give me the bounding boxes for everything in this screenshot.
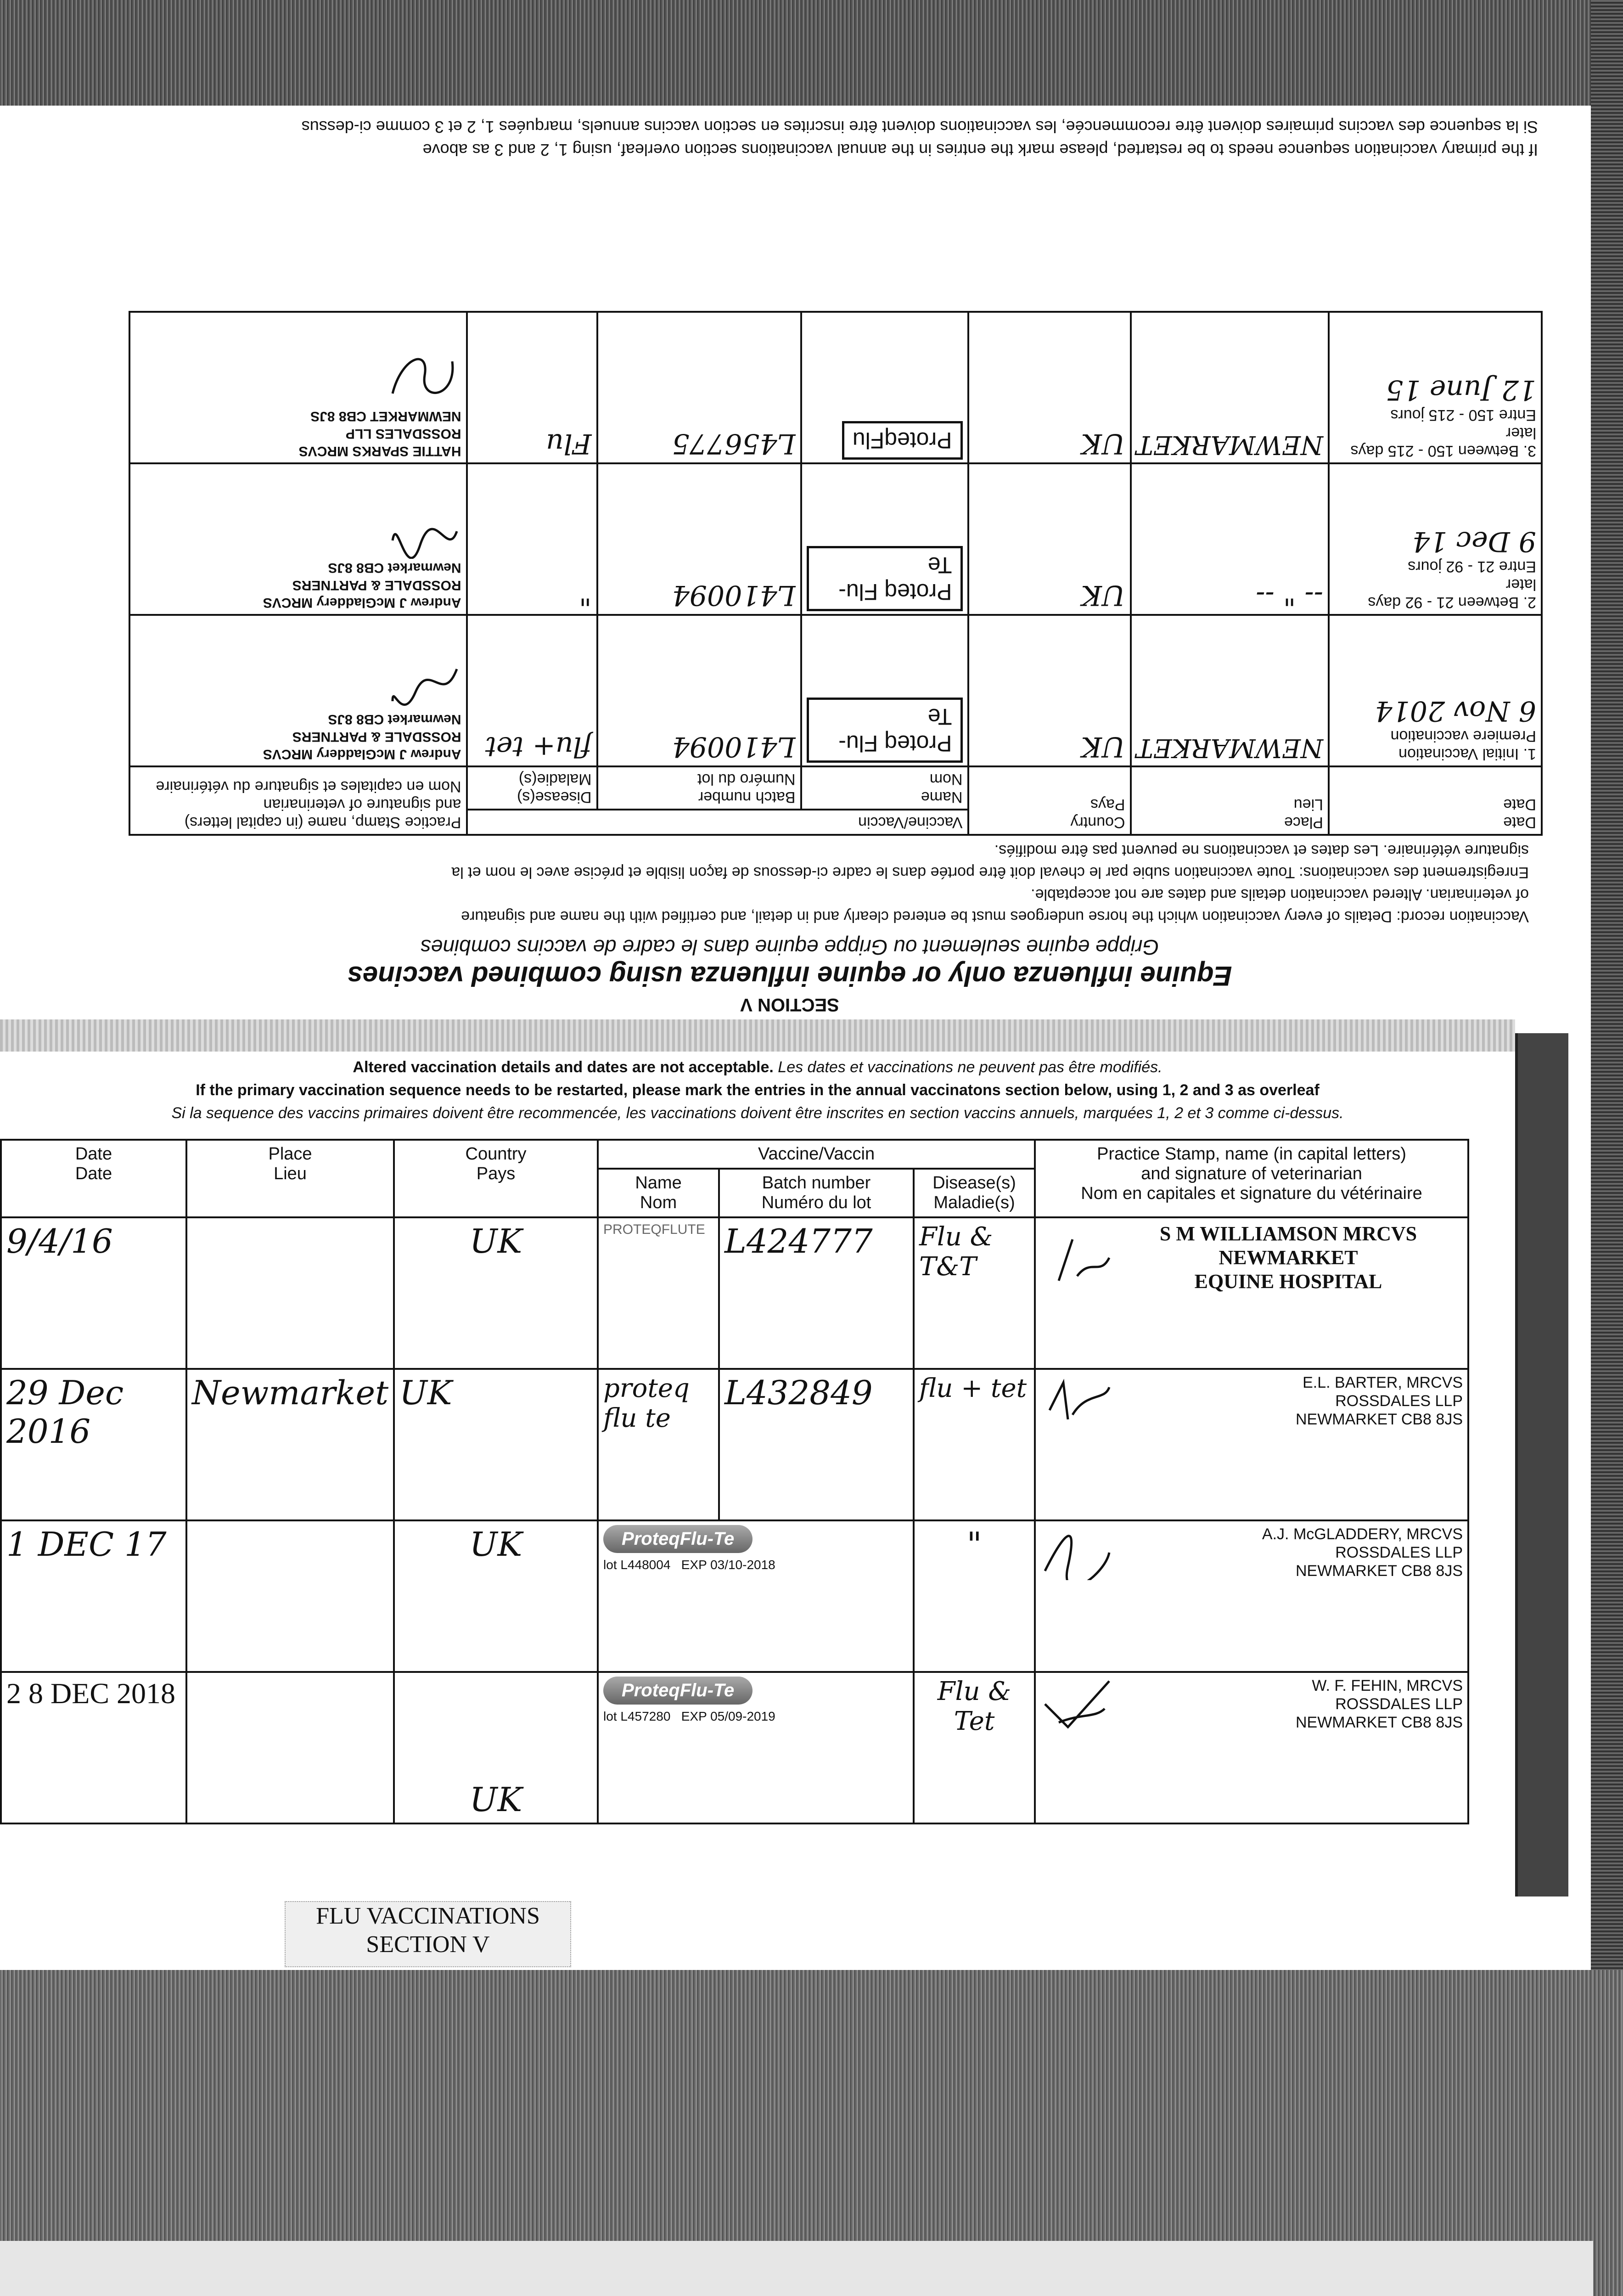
lower-row-2 bbox=[1, 1369, 1468, 1520]
lower-col-vaccine: Vaccine/Vaccin bbox=[598, 1140, 1035, 1169]
upper-row-2-disease: " bbox=[467, 463, 597, 615]
upper-col-vaccine: Vaccine/Vaccin bbox=[467, 810, 968, 835]
binder-strip bbox=[1515, 1033, 1568, 1896]
lower-vaccination-table bbox=[0, 1139, 1469, 1824]
lower-row-3-date: 1 DEC 17 bbox=[1, 1520, 186, 1672]
lower-restart-fr: Si la sequence des vaccins primaires doivent être recommencée, les vaccinations doivent être inscrites en section vaccins annuels, marquées 1, 2 et 3 comme ci-dessus. bbox=[171, 1104, 1344, 1122]
upper-page-rotated bbox=[9, 106, 1570, 1024]
upper-row-1-batch: L410094 bbox=[597, 615, 801, 766]
lower-row-3-name: ProteqFlu-Te bbox=[603, 1525, 753, 1553]
upper-row-1-country: UK bbox=[968, 615, 1131, 766]
lower-row-2-country: UK bbox=[394, 1369, 598, 1520]
lower-col-practice: Practice Stamp, name (in capital letters) and signature of veterinarian Nom en capitales et signature du vétérinaire bbox=[1035, 1140, 1468, 1217]
lower-row-3-signature bbox=[1040, 1525, 1114, 1580]
upper-row-3-name: ProteqFlu bbox=[801, 312, 968, 463]
lower-row-3-lot: lot L448004 EXP 03/10-2018 bbox=[603, 1558, 775, 1572]
lower-row-4-country: UK bbox=[394, 1672, 598, 1823]
lower-row-2-batch: L432849 bbox=[719, 1369, 914, 1520]
section-label: FLU VACCINATIONS SECTION V bbox=[285, 1901, 571, 1967]
lower-header-row bbox=[1, 1140, 1468, 1169]
upper-row-2-batch: L410094 bbox=[597, 463, 801, 615]
upper-row-2-signature bbox=[388, 504, 461, 559]
upper-record-en-1: Vaccination record: Details of every vaccination which the horse undergoes must be entered clearly and in detail, and certified with the name and signature bbox=[461, 908, 1529, 925]
upper-col-country: Country Pays bbox=[968, 766, 1131, 835]
lower-row-4-lot: lot L457280 EXP 05/09-2019 bbox=[603, 1709, 775, 1723]
lower-row-4-vaccine-label bbox=[598, 1672, 914, 1823]
lower-row-3-country: UK bbox=[394, 1520, 598, 1672]
lower-row-3-disease: " bbox=[914, 1520, 1035, 1672]
lower-row-2-signature bbox=[1040, 1373, 1114, 1429]
lower-row-2-place: Newmarket bbox=[186, 1369, 394, 1520]
lower-row-4-disease: Flu & Tet bbox=[914, 1672, 1035, 1823]
upper-row-1-stamp: Andrew J McGladdery MRCVS ROSSDALE & PARTNERS Newmarket CB8 8JS bbox=[129, 615, 467, 766]
upper-col-disease: Disease(s) Maladie(s) bbox=[467, 766, 597, 810]
scan-bottom-edge bbox=[0, 2241, 1593, 2296]
upper-record-fr-1: Enregistrement des vaccinations: Toute vaccination subie par le cheval doit être portée dans le cadre ci-dessous de façon lisible et précise avec le nom et la bbox=[451, 864, 1529, 881]
lower-row-1-signature bbox=[1040, 1230, 1114, 1285]
lower-row-4 bbox=[1, 1672, 1468, 1823]
lower-row-4-signature bbox=[1040, 1677, 1114, 1732]
upper-subtitle: Grippe equine seulement ou Grippe equine dans le cadre de vaccins combines bbox=[420, 935, 1159, 959]
upper-col-batch: Batch number Numéro du lot bbox=[597, 766, 801, 810]
lower-row-3-place bbox=[186, 1520, 394, 1672]
scan-border-top bbox=[0, 0, 1623, 106]
upper-row-3 bbox=[129, 312, 1542, 463]
upper-row-3-date: 3. Between 150 - 215 days later Entre 150 - 215 jours 12 June 15 bbox=[1329, 312, 1542, 463]
lower-row-4-name: ProteqFlu-Te bbox=[603, 1677, 753, 1705]
upper-record-en-2: of veterinarian. Altered vaccination details and dates are not acceptable. bbox=[1031, 886, 1529, 903]
upper-title: Equine influenza only or equine influenza using combined vaccines bbox=[347, 961, 1232, 991]
upper-col-date: Date Date bbox=[1329, 766, 1542, 835]
upper-row-2 bbox=[129, 463, 1542, 615]
lower-col-place: Place Lieu bbox=[186, 1140, 394, 1217]
upper-header-row bbox=[129, 810, 1542, 835]
upper-vaccination-table bbox=[129, 311, 1543, 836]
lower-row-2-disease: flu + tet bbox=[914, 1369, 1035, 1520]
lower-row-4-date: 2 8 DEC 2018 bbox=[1, 1672, 186, 1823]
upper-row-1-disease: flu+ tet bbox=[467, 615, 597, 766]
upper-row-2-place: -- " -- bbox=[1131, 463, 1329, 615]
upper-row-1-name: Proteq Flu-Te bbox=[801, 615, 968, 766]
lower-row-3-stamp: A.J. McGLADDERY, MRCVS ROSSDALES LLP NEWMARKET CB8 8JS bbox=[1035, 1520, 1468, 1672]
upper-row-3-stamp: HATTIE SPARKS MRCVS ROSSDALES LLP NEWMARKET CB8 8JS bbox=[129, 312, 467, 463]
upper-row-2-stamp: Andrew J McGladdery MRCVS ROSSDALE & PARTNERS Newmarket CB8 8JS bbox=[129, 463, 467, 615]
upper-footnote-en: If the primary vaccination sequence needs to be restarted, please mark the entries in the annual vaccinations section overleaf, using 1, 2 and 3 as above bbox=[422, 141, 1538, 159]
upper-section: SECTION V bbox=[740, 995, 839, 1015]
upper-row-3-place: NEWMARKET bbox=[1131, 312, 1329, 463]
upper-page bbox=[9, 106, 1570, 1024]
lower-col-batch: Batch number Numéro du lot bbox=[719, 1169, 914, 1217]
lower-row-2-stamp: E.L. BARTER, MRCVS ROSSDALES LLP NEWMARKET CB8 8JS bbox=[1035, 1369, 1468, 1520]
lower-row-1-name: PROTEQFLUTE bbox=[598, 1217, 719, 1369]
upper-row-1 bbox=[129, 615, 1542, 766]
lower-restart-en: If the primary vaccination sequence needs to be restarted, please mark the entries in the annual vaccinatons section below, using 1, 2 and 3 as overleaf bbox=[196, 1081, 1320, 1099]
lower-col-date: Date Date bbox=[1, 1140, 186, 1217]
lower-row-3-vaccine-label bbox=[598, 1520, 914, 1672]
lower-col-country: Country Pays bbox=[394, 1140, 598, 1217]
lower-row-2-date: 29 Dec 2016 bbox=[1, 1369, 186, 1520]
lower-notice: Altered vaccination details and dates are not acceptable. Les dates et vaccinations ne peuvent pas être modifiés. bbox=[353, 1058, 1162, 1076]
upper-record-fr-2: signature vétérinaire. Les dates et vaccinations ne peuvent pas être modifiés. bbox=[994, 842, 1529, 859]
upper-row-3-country: UK bbox=[968, 312, 1131, 463]
lower-row-4-place bbox=[186, 1672, 394, 1823]
upper-row-1-signature bbox=[388, 655, 461, 710]
upper-row-1-place: NEWMARKET bbox=[1131, 615, 1329, 766]
lower-row-1 bbox=[1, 1217, 1468, 1369]
lower-row-1-disease: Flu & T&T bbox=[914, 1217, 1035, 1369]
lower-header-strip bbox=[0, 1019, 1515, 1052]
lower-col-name: Name Nom bbox=[598, 1169, 719, 1217]
lower-page bbox=[0, 1019, 1515, 1952]
upper-row-3-batch: L456775 bbox=[597, 312, 801, 463]
lower-row-4-stamp: W. F. FEHIN, MRCVS ROSSDALES LLP NEWMARKET CB8 8JS bbox=[1035, 1672, 1468, 1823]
upper-row-2-name: Proteq Flu-Te bbox=[801, 463, 968, 615]
lower-col-disease: Disease(s) Maladie(s) bbox=[914, 1169, 1035, 1217]
lower-row-1-place bbox=[186, 1217, 394, 1369]
upper-col-practice: Practice Stamp, name (in capital letters) and signature of veterinarian Nom en capitales et signature du vétérinaire bbox=[129, 766, 467, 835]
lower-row-1-country: UK bbox=[394, 1217, 598, 1369]
lower-row-1-stamp: S M WILLIAMSON MRCVS NEWMARKET EQUINE HOSPITAL bbox=[1035, 1217, 1468, 1369]
lower-row-1-date: 9/4/16 bbox=[1, 1217, 186, 1369]
lower-row-2-name: proteq flu te bbox=[598, 1369, 719, 1520]
upper-footnote-fr: Si la sequence des vaccins primaires doivent être recommencée, les vaccinations doivent être inscrites en section vaccins annuels, marquées 1, 2 et 3 comme ci-dessus bbox=[301, 118, 1538, 136]
upper-col-place: Place Lieu bbox=[1131, 766, 1329, 835]
upper-row-3-signature bbox=[388, 352, 461, 407]
scan-border-right bbox=[1591, 0, 1623, 2296]
upper-row-3-disease: Flu bbox=[467, 312, 597, 463]
upper-row-1-date: 1. Initial Vaccination Premiere vaccination 6 Nov 2014 bbox=[1329, 615, 1542, 766]
lower-row-1-batch: L424777 bbox=[719, 1217, 914, 1369]
upper-col-name: Name Nom bbox=[801, 766, 968, 810]
upper-row-2-country: UK bbox=[968, 463, 1131, 615]
upper-row-2-date: 2. Between 21 - 92 days later Entre 21 - 92 jours 9 Dec 14 bbox=[1329, 463, 1542, 615]
lower-row-3 bbox=[1, 1520, 1468, 1672]
